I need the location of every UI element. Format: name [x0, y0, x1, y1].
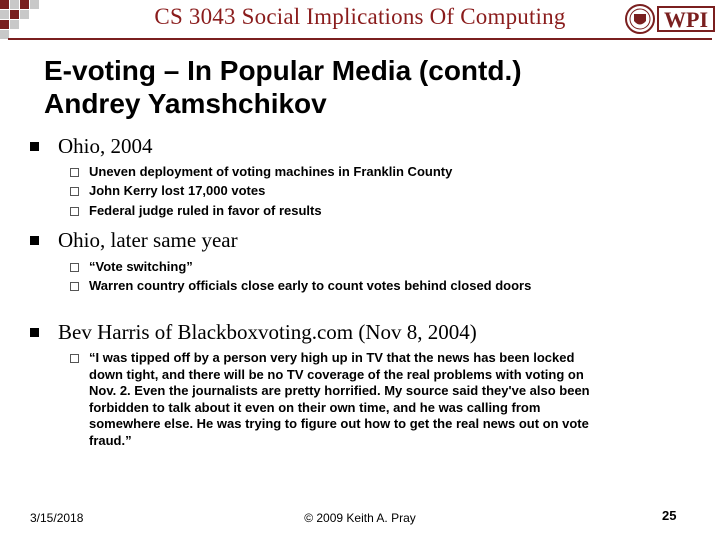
hollow-square-bullet-icon: [70, 207, 79, 216]
square-bullet-icon: [30, 142, 39, 151]
sub-bullet-text: Uneven deployment of voting machines in Franklin County: [89, 164, 453, 179]
slide-title-line1: E-voting – In Popular Media (contd.): [44, 55, 522, 86]
wpi-logo: [624, 2, 716, 36]
logo-text: WPI: [664, 7, 708, 32]
page-number: 25: [662, 508, 677, 523]
sub-bullet-text: Warren country officials close early to count votes behind closed doors: [89, 278, 532, 293]
footer-date: 3/15/2018: [30, 511, 84, 525]
hollow-square-bullet-icon: [70, 354, 79, 363]
sub-bullet-text: “Vote switching”: [89, 259, 193, 274]
hollow-square-bullet-icon: [70, 282, 79, 291]
sub-bullet-text: Federal judge ruled in favor of results: [89, 203, 322, 218]
bullet-text: Ohio, 2004: [58, 134, 153, 158]
bullet-text: Bev Harris of Blackboxvoting.com (Nov 8, 2004): [58, 320, 477, 344]
sub-bullet-text: “I was tipped off by a person very high up in TV that the news has been locked down tight, and there will be no TV coverage of the real problems with voting on Nov. 2. Even the journalists are pretty horrified. My source said they've also been forbidden to talk about it even on their own time, and he was calling from somewhere else. He was trying to figure out how to get the real news out on vote fraud.”: [89, 350, 590, 448]
slide-title-line2: Andrey Yamshchikov: [44, 88, 327, 119]
square-bullet-icon: [30, 236, 39, 245]
course-title: CS 3043 Social Implications Of Computing: [154, 4, 566, 29]
sub-bullet-text: John Kerry lost 17,000 votes: [89, 183, 266, 198]
hollow-square-bullet-icon: [70, 187, 79, 196]
hollow-square-bullet-icon: [70, 263, 79, 272]
slide-title: [44, 54, 684, 120]
hollow-square-bullet-icon: [70, 168, 79, 177]
footer-copyright: © 2009 Keith A. Pray: [304, 511, 416, 525]
bullet-text: Ohio, later same year: [58, 228, 238, 252]
header-divider: [8, 38, 712, 40]
square-bullet-icon: [30, 328, 39, 337]
